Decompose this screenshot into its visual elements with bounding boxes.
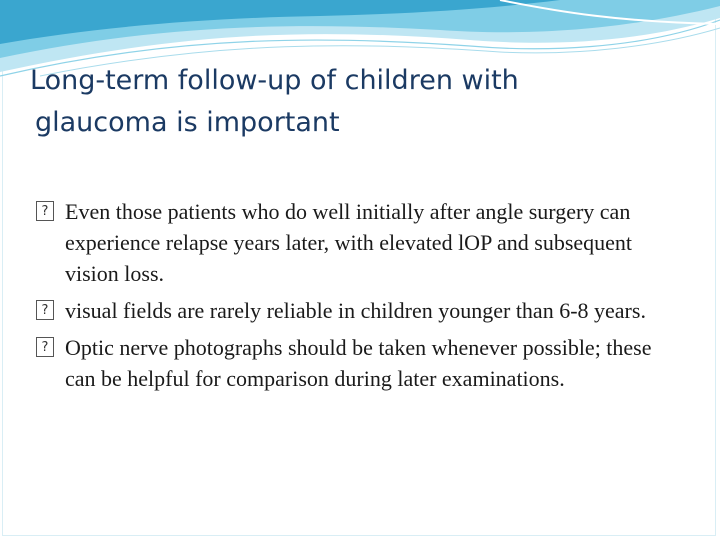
bullet-item (36, 332, 676, 394)
bullet-item (36, 295, 676, 326)
bullet-text: Even those patients who do well initially after angle surgery can experience relapse years later, with elevated lOP and subsequent vision loss. (65, 199, 633, 286)
bullet-text: visual fields are rarely reliable in children younger than 6-8 years. (65, 298, 646, 323)
title-line-1: Long-term follow-up of children with (30, 65, 519, 96)
title-line-2: glaucoma is important (35, 107, 340, 138)
bullet-list (36, 196, 676, 400)
slide-title (30, 60, 650, 144)
unknown-glyph-icon: ? (36, 300, 54, 320)
unknown-glyph-icon: ? (36, 337, 54, 357)
bullet-item (36, 196, 676, 289)
unknown-glyph-icon: ? (36, 201, 54, 221)
bullet-text: Optic nerve photographs should be taken whenever possible; these can be helpful for comparison during later examinations. (65, 335, 652, 391)
